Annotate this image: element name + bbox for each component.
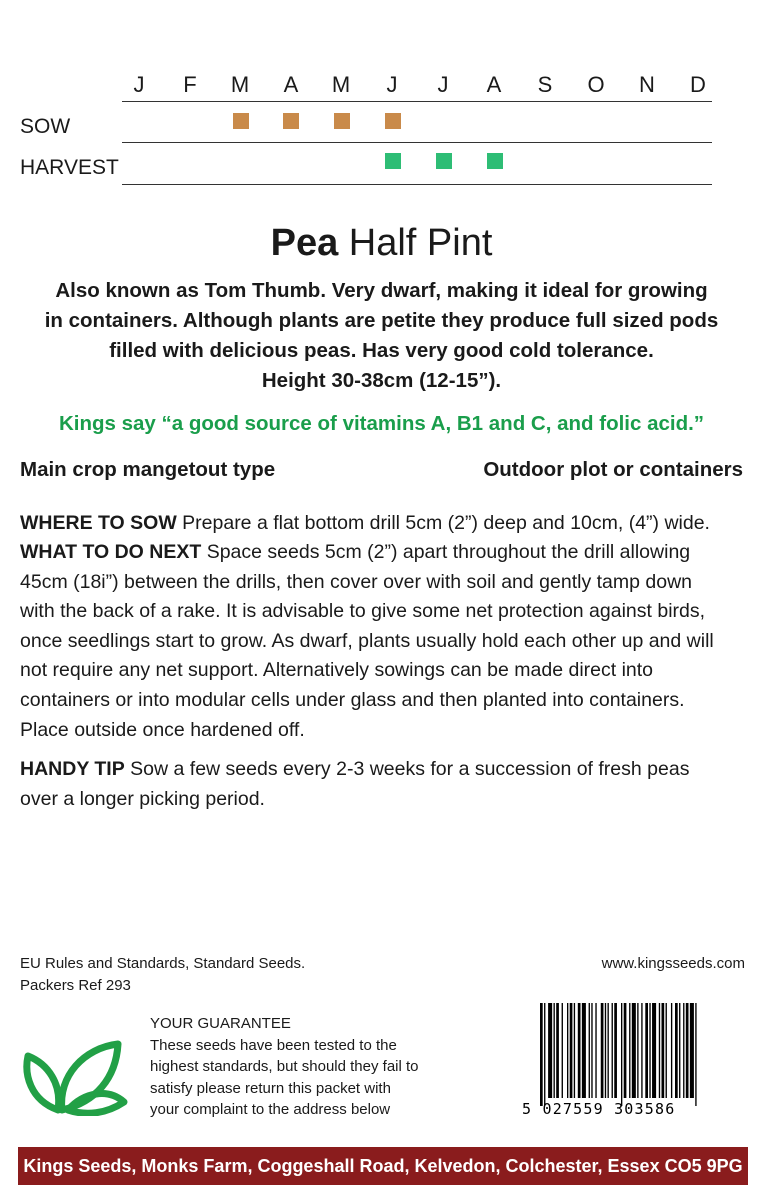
growing-location: Outdoor plot or containers xyxy=(483,458,743,481)
barcode-bar xyxy=(671,1003,672,1098)
barcode-bar xyxy=(675,1003,678,1098)
tip-line: over a longer picking period. xyxy=(20,787,265,810)
calendar-divider xyxy=(122,184,712,185)
barcode-bar xyxy=(632,1003,636,1098)
barcode-bar xyxy=(589,1003,590,1098)
month-aug: A xyxy=(486,72,502,97)
barcode-bar xyxy=(649,1003,650,1098)
calendar-divider xyxy=(122,101,712,102)
product-name: Pea xyxy=(270,222,339,264)
website-link[interactable]: www.kingsseeds.com xyxy=(601,955,745,972)
handy-tip-label: HANDY TIP xyxy=(20,758,125,780)
leaf-logo-icon xyxy=(22,1038,130,1116)
product-title xyxy=(0,222,763,265)
address-footer: Kings Seeds, Monks Farm, Coggeshall Road, Kelvedon, Colchester, Essex CO5 9PG xyxy=(18,1147,748,1185)
barcode-bar xyxy=(556,1003,559,1098)
instruction-line: Place outside once hardened off. xyxy=(20,718,305,741)
month-jul: J xyxy=(437,72,449,97)
what-to-do-next xyxy=(20,538,750,745)
sow-row-label: SOW xyxy=(20,115,71,138)
calendar-divider xyxy=(122,142,712,143)
sow-month-marker xyxy=(385,113,401,129)
product-description xyxy=(30,276,733,396)
month-jun: J xyxy=(386,72,398,97)
harvest-month-marker xyxy=(487,153,503,169)
month-dec: D xyxy=(690,72,706,97)
barcode-bar xyxy=(612,1003,613,1098)
guarantee-line: your complaint to the address below xyxy=(150,1101,391,1118)
what-to-do-label: WHAT TO DO NEXT xyxy=(20,541,202,563)
barcode-bar xyxy=(637,1003,638,1098)
barcode-bar xyxy=(666,1003,667,1098)
harvest-row-label: HARVEST xyxy=(20,156,119,179)
month-mar: M xyxy=(230,72,250,97)
instruction-line: once seedlings start to grow. As dwarf, plants usually hold each other up and will xyxy=(20,629,714,652)
barcode-bar xyxy=(686,1003,689,1098)
barcode-bar xyxy=(540,1003,543,1106)
where-to-sow xyxy=(20,509,750,539)
barcode-bar xyxy=(662,1003,665,1098)
where-to-sow-label: WHERE TO SOW xyxy=(20,512,177,534)
guarantee xyxy=(150,1013,419,1121)
crop-type: Main crop mangetout type xyxy=(20,458,276,481)
barcode-bar xyxy=(608,1003,609,1098)
month-nov: N xyxy=(639,72,655,97)
barcode-bar xyxy=(567,1003,568,1098)
sow-month-marker xyxy=(233,113,249,129)
kings-quote: Kings say “a good source of vitamins A, B1 and C, and folic acid.” xyxy=(58,412,705,435)
barcode-bar xyxy=(679,1003,680,1098)
where-to-sow-text: Prepare a flat bottom drill 5cm (2”) deep and 10cm, (4”) wide. xyxy=(182,512,710,534)
barcode-bar xyxy=(690,1003,694,1098)
barcode-bar xyxy=(659,1003,660,1098)
instruction-line: with the back of a rake. It is advisable to give some net protection against birds, xyxy=(20,600,706,623)
instruction-line: Space seeds 5cm (2”) apart throughout the drill allowing xyxy=(206,541,691,563)
barcode-bar xyxy=(624,1003,627,1098)
barcode-bar xyxy=(582,1003,586,1098)
barcode-bar xyxy=(614,1003,617,1098)
guarantee-line: satisfy please return this packet with xyxy=(150,1079,391,1097)
barcode-bar xyxy=(591,1003,592,1098)
barcode-bar xyxy=(554,1003,555,1098)
month-oct: O xyxy=(587,72,605,97)
variety-name: Half Pint xyxy=(348,222,493,264)
barcode-bar xyxy=(578,1003,581,1098)
handy-tip xyxy=(20,755,750,814)
barcode-bar xyxy=(574,1003,575,1098)
barcode-bar xyxy=(595,1003,596,1098)
month-header xyxy=(122,72,712,102)
sow-month-marker xyxy=(283,113,299,129)
barcode-bar xyxy=(695,1003,696,1106)
barcode-bar xyxy=(683,1003,684,1098)
harvest-month-marker xyxy=(436,153,452,169)
month-jan: J xyxy=(133,72,145,97)
month-apr: A xyxy=(283,72,299,97)
tip-line: Sow a few seeds every 2-3 weeks for a succession of fresh peas xyxy=(130,758,690,780)
barcode-bar xyxy=(645,1003,648,1098)
barcode-bar xyxy=(652,1003,656,1098)
barcode-bar xyxy=(629,1003,630,1098)
instruction-line: not require any net support. Alternatively sowings can be made direct into xyxy=(20,659,654,682)
description-line: Also known as Tom Thumb. Very dwarf, making it ideal for growing xyxy=(55,279,708,302)
guarantee-heading: YOUR GUARANTEE xyxy=(150,1015,291,1032)
instruction-line: containers or into modular cells under glass and then planted into containers. xyxy=(20,688,685,711)
guarantee-line: These seeds have been tested to the xyxy=(150,1036,397,1054)
description-line: in containers. Although plants are petite they produce full sized pods xyxy=(44,309,719,332)
barcode xyxy=(540,1003,740,1106)
harvest-month-marker xyxy=(385,153,401,169)
barcode-bar xyxy=(621,1003,622,1106)
month-may: M xyxy=(331,72,351,97)
barcode-number: 5 027559 303586 xyxy=(522,1100,676,1118)
month-feb: F xyxy=(183,72,197,97)
barcode-bar xyxy=(544,1003,545,1106)
barcode-bar xyxy=(562,1003,563,1098)
barcode-bar xyxy=(570,1003,573,1098)
barcode-bar xyxy=(605,1003,606,1098)
barcode-bar xyxy=(601,1003,604,1098)
packers-ref: Packers Ref 293 xyxy=(20,976,131,994)
instruction-line: 45cm (18i”) between the drills, then cover over with soil and gently tamp down xyxy=(20,570,692,593)
guarantee-line: highest standards, but should they fail to xyxy=(150,1058,419,1075)
regulatory-info xyxy=(20,953,305,996)
description-line: filled with delicious peas. Has very good cold tolerance. xyxy=(109,339,654,362)
description-line: Height 30-38cm (12-15”). xyxy=(261,369,502,392)
sow-month-marker xyxy=(334,113,350,129)
eu-rules: EU Rules and Standards, Standard Seeds. xyxy=(20,955,306,972)
barcode-bar xyxy=(641,1003,642,1098)
month-sep: S xyxy=(537,72,553,97)
barcode-bar xyxy=(548,1003,552,1098)
